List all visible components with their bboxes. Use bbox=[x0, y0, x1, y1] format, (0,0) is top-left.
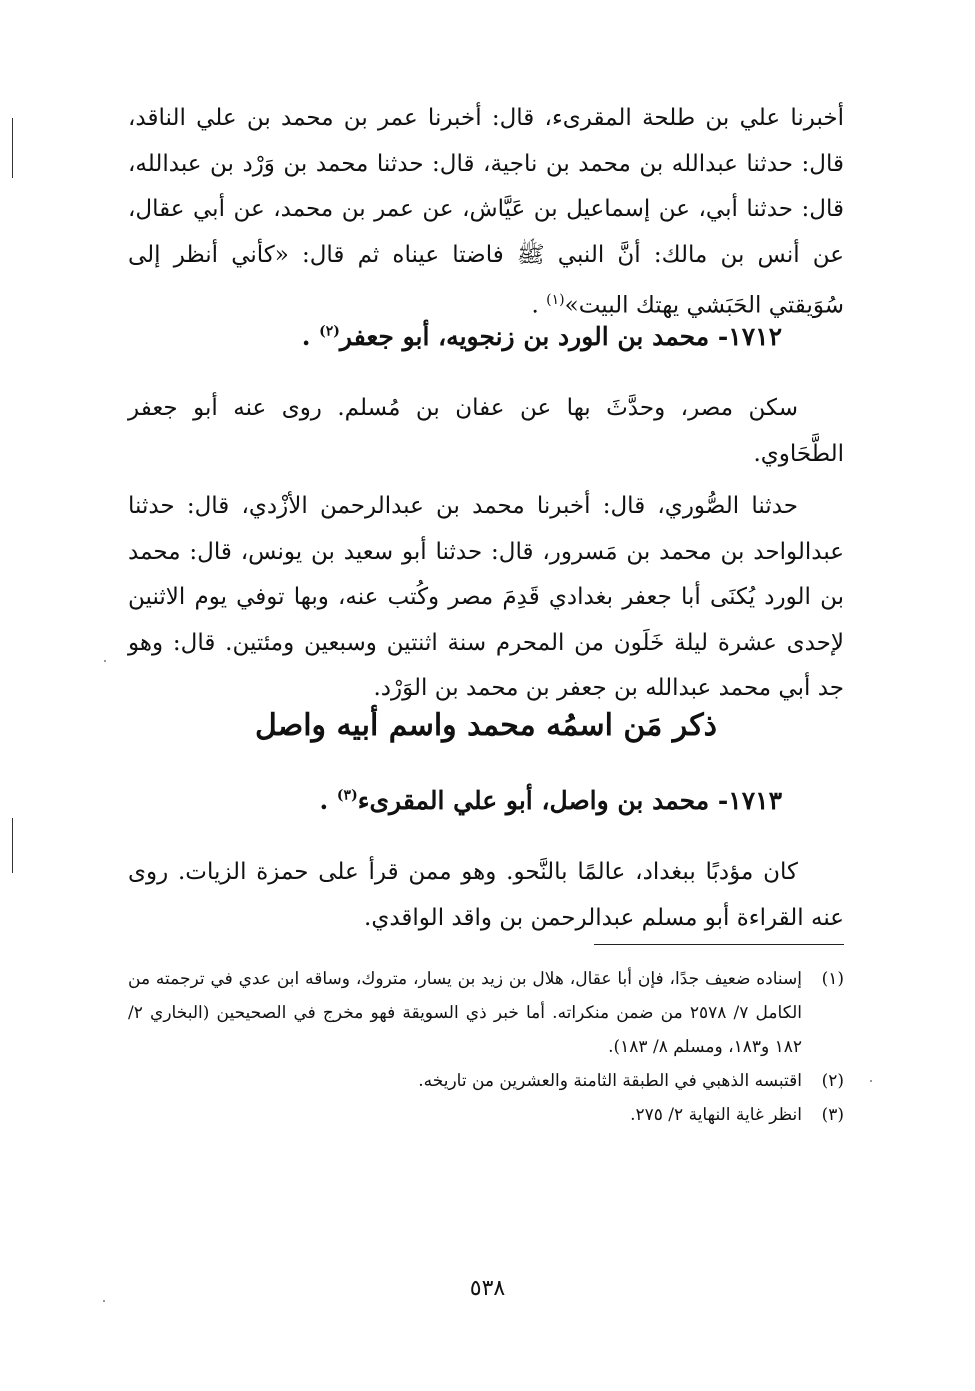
footnote bbox=[128, 1098, 844, 1132]
paragraph-end: . bbox=[531, 292, 547, 319]
scan-speck bbox=[104, 660, 106, 662]
body-paragraph bbox=[128, 850, 844, 941]
entry-heading-text: ١٧١٢- محمد بن الورد بن زنجويه، أبو جعفر bbox=[339, 322, 782, 351]
body-paragraph bbox=[128, 484, 844, 712]
footnote-text: إسناده ضعيف جدًا، فإن أبا عقال، هلال بن زيد بن يسار، متروك، وساقه ابن عدي في ترجمته من الكامل ٧/ ٢٥٧٨ من ضمن منكراته. أما خبر ذي السويقة فهو مخرج في الصحيحين (البخاري ٢/ ١٨٢ و١٨٣، ومسلم ٨/ ١٨٣). bbox=[128, 969, 803, 1057]
footnote-ref: (٢) bbox=[319, 323, 340, 340]
margin-scan-line bbox=[12, 118, 13, 178]
body-paragraph bbox=[128, 386, 844, 477]
footnote bbox=[128, 1064, 844, 1098]
margin-scan-line bbox=[12, 818, 13, 873]
entry-heading bbox=[128, 322, 844, 351]
footnote-ref: (٣) bbox=[336, 787, 358, 804]
entry-heading bbox=[128, 786, 844, 815]
paragraph-text: سكن مصر، وحدَّثَ بها عن عفان بن مُسلم. روى عنه أبو جعفر الطَّحَاوي. bbox=[128, 395, 844, 467]
footnote-separator bbox=[594, 944, 844, 945]
footnote-text: انظر غاية النهاية ٢/ ٢٧٥. bbox=[630, 1105, 802, 1125]
footnote-number: (١) bbox=[821, 969, 844, 989]
footnote-number: (٢) bbox=[821, 1071, 844, 1091]
scan-speck bbox=[870, 1080, 872, 1082]
section-heading bbox=[128, 708, 844, 743]
entry-heading-text: ١٧١٣- محمد بن واصل، أبو علي المقرىء bbox=[357, 786, 782, 815]
paragraph-text: كان مؤدبًا ببغداد، عالمًا بالنَّحو. وهو ممن قرأ على حمزة الزيات. روى عنه القراءة أبو مسلم عبدالرحمن بن واقد الواقدي. bbox=[128, 859, 844, 931]
entry-heading-end: . bbox=[301, 322, 320, 351]
footnotes bbox=[128, 962, 844, 1132]
footnote-text: اقتبسه الذهبي في الطبقة الثامنة والعشرين من تاريخه. bbox=[418, 1071, 802, 1091]
footnote-number: (٣) bbox=[821, 1105, 844, 1125]
entry-heading-end: . bbox=[319, 786, 337, 815]
section-heading-text: ذكر مَن اسمُه محمد واسم أبيه واصل bbox=[255, 708, 717, 743]
page-number: ٥٣٨ bbox=[469, 1276, 506, 1301]
paragraph-text: حدثنا الصُّوري، قال: أخبرنا محمد بن عبدالرحمن الأزْدي، قال: حدثنا عبدالواحد بن محمد بن مَسرور، قال: حدثنا أبو سعيد بن يونس، قال: محمد بن الورد يُكنَى أبا جعفر بغدادي قَدِمَ مصر وكُتب عنه، وبها توفي يوم الاثنين لإحدى عشرة ليلة خَلَون من المحرم سنة اثنتين وسبعين ومئتين. قال: وهو جد أبي محمد عبدالله بن جعفر بن محمد بن الوَرْد. bbox=[128, 493, 844, 701]
footnote bbox=[128, 962, 844, 1064]
paragraph-text: أخبرنا علي بن طلحة المقرىء، قال: أخبرنا عمر بن محمد بن علي الناقد، قال: حدثنا عبدالله بن محمد بن ناجية، قال: حدثنا محمد بن وَرْد بن عبدالله، قال: حدثنا أبي، عن إسماعيل بن عَيَّاش، عن عمر بن محمد، عن أبي عقال، عن أنس بن مالك: أنَّ النبي ﷺ فاضتا عيناه ثم قال: «كأني أنظر إلى سُوَيقتي الحَبَشي يهتك البيت» bbox=[128, 105, 844, 319]
body-paragraph bbox=[128, 96, 844, 329]
footnote-ref: (١) bbox=[546, 292, 565, 308]
